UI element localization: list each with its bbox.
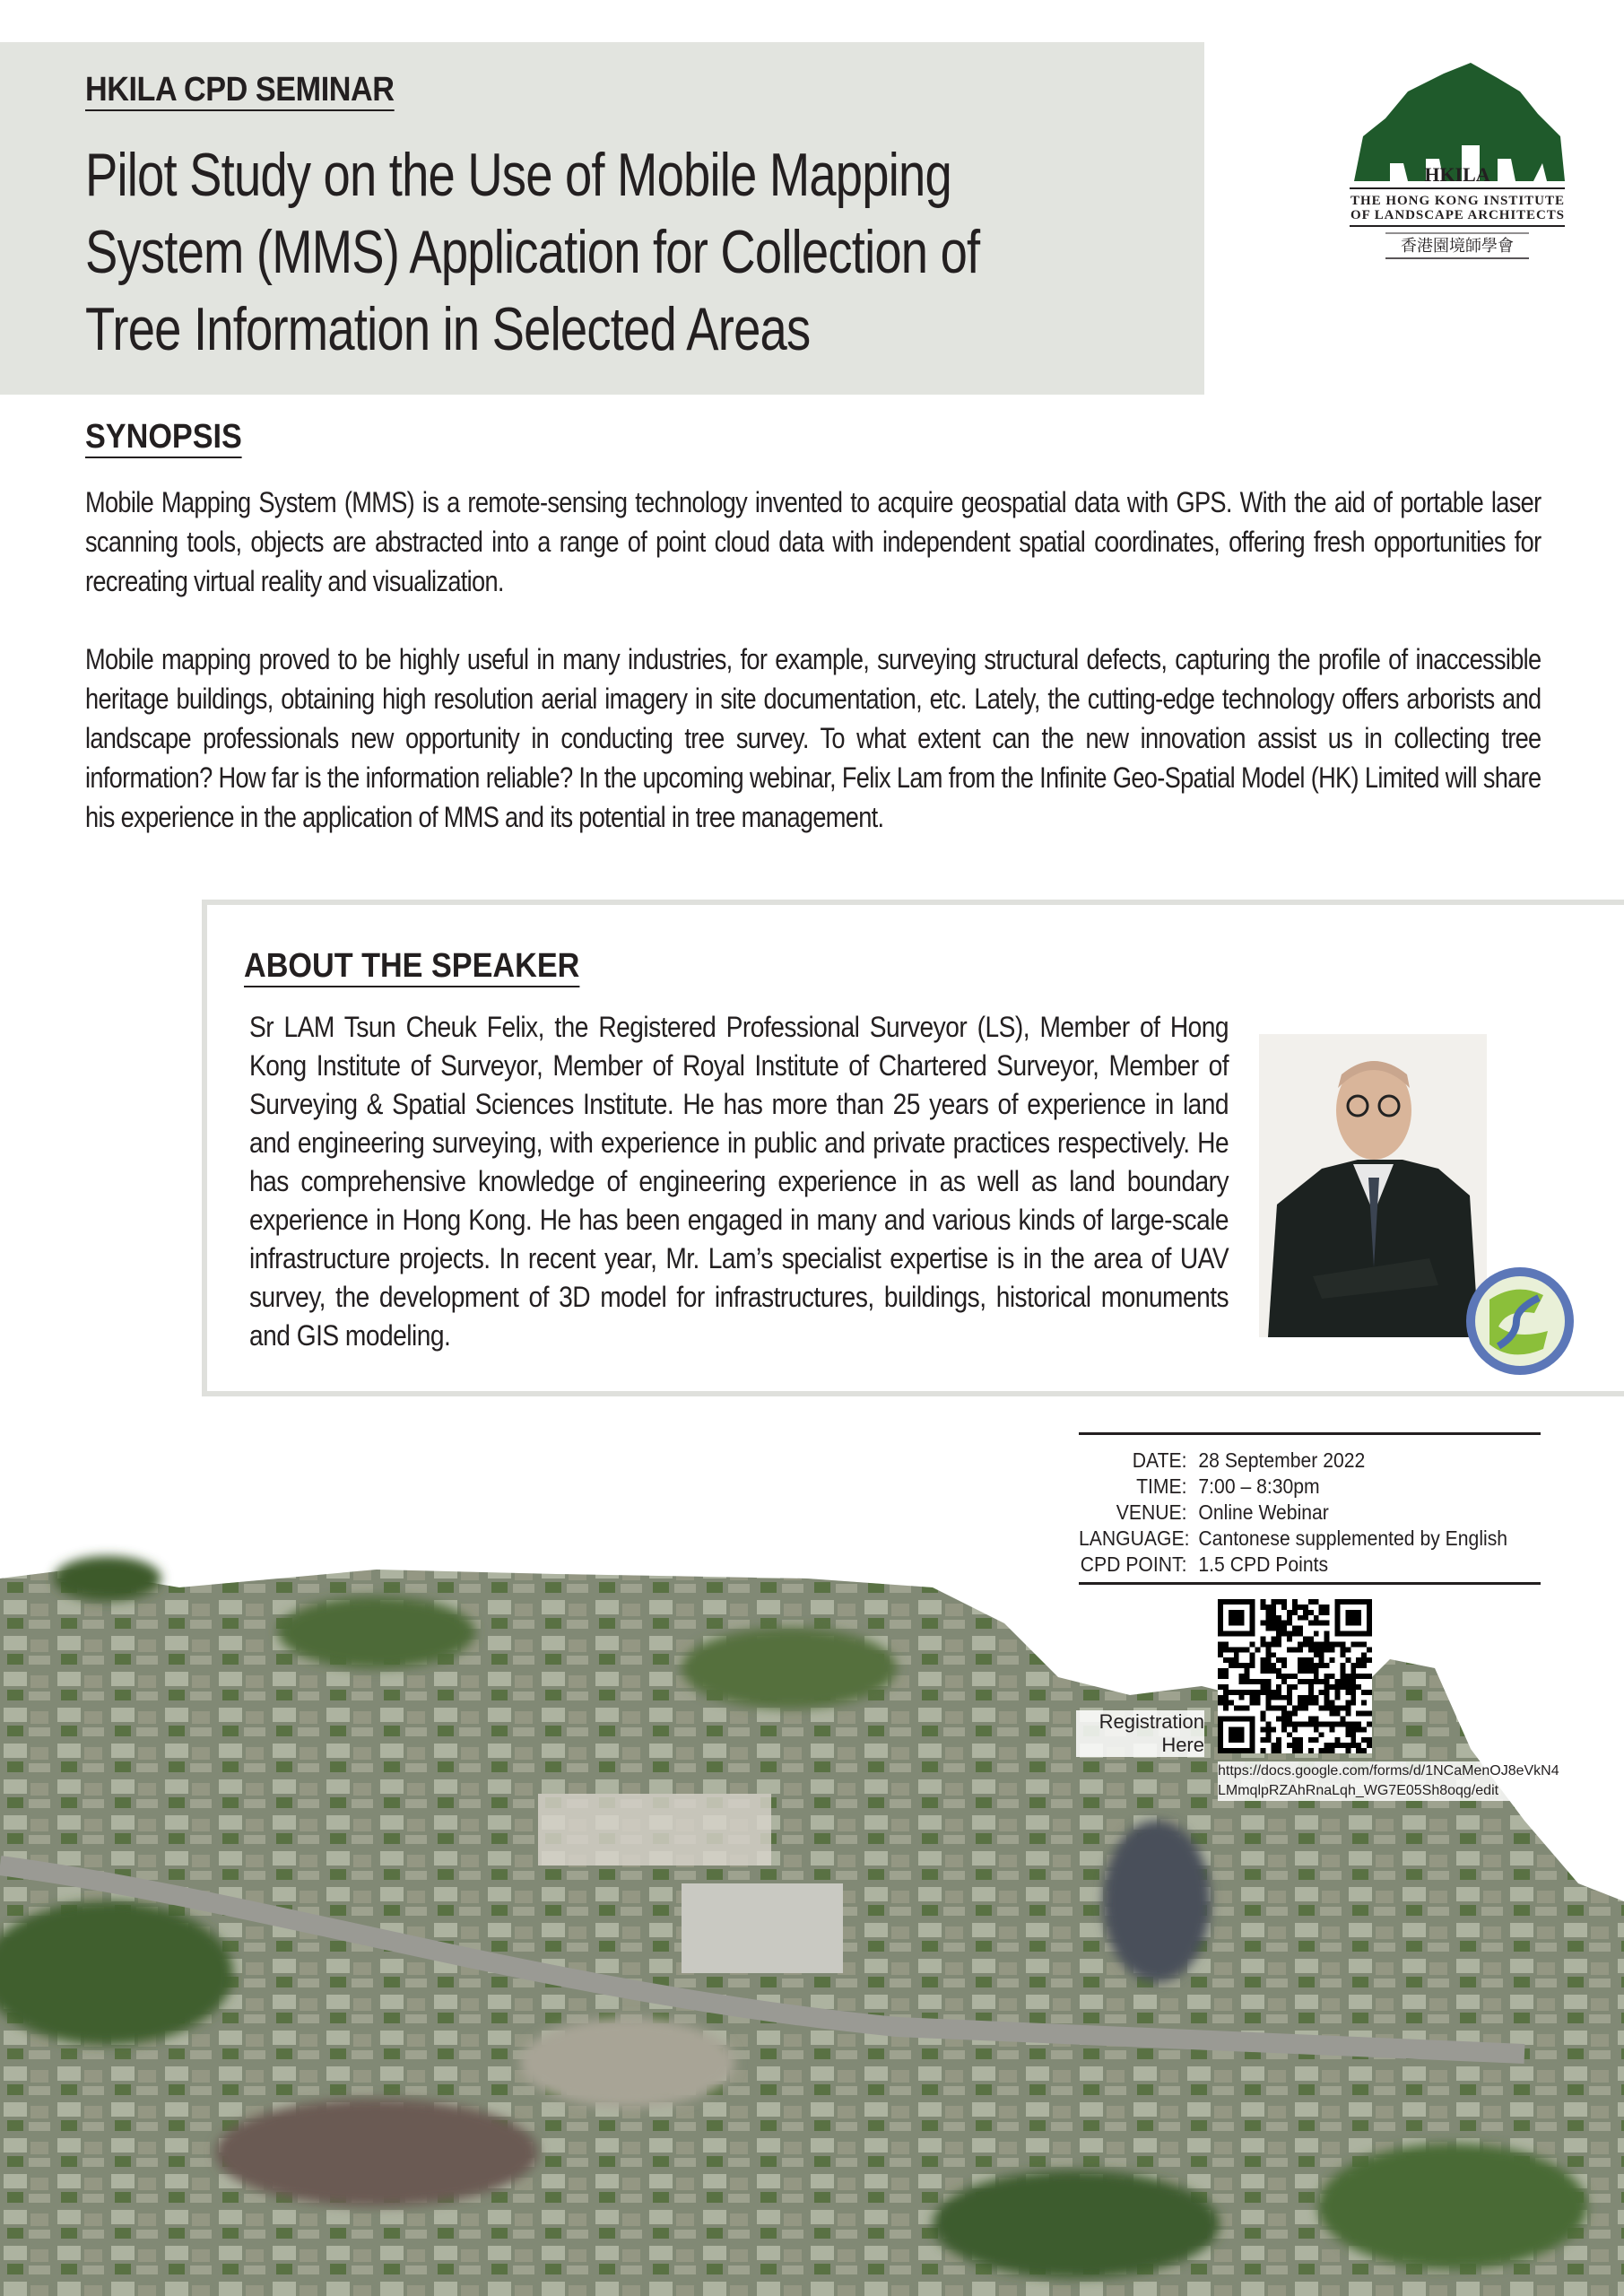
logo-chinese: 香港園境師學會 (1401, 237, 1514, 256)
url-line: https://docs.google.com/forms/d/1NCaMenOJ8eVkN4 (1218, 1763, 1559, 1779)
logo-name-2: OF LANDSCAPE ARCHITECTS (1350, 208, 1564, 222)
detail-value: Cantonese supplemented by English (1198, 1526, 1508, 1550)
detail-value: 28 September 2022 (1198, 1448, 1366, 1472)
speaker-box (202, 900, 1624, 1396)
detail-row-cpd (1079, 1552, 1504, 1578)
event-details (1079, 1432, 1541, 1585)
detail-label: DATE: (1132, 1448, 1187, 1472)
logo-abbr: HKILA (1424, 163, 1490, 186)
title-line: Pilot Study on the Use of Mobile Mapping (85, 141, 951, 209)
company-globe-logo (1463, 1264, 1577, 1378)
page-title (85, 136, 979, 368)
registration-label-line: Here (1161, 1734, 1204, 1756)
hkila-logo (1345, 56, 1569, 271)
detail-row-venue (1079, 1500, 1504, 1526)
seminar-kicker: HKILA CPD SEMINAR (85, 70, 394, 111)
detail-value: 1.5 CPD Points (1198, 1552, 1329, 1576)
synopsis-paragraph-2: Mobile mapping proved to be highly useful in many industries, for example, surveying structural defects, capturing the profile of inaccessible heritage buildings, obtaining high resolution aerial imagery in site documentation, etc. Lately, the cutting-edge technology offers arborists and landscape professionals new opportunity in conducting tree survey. To what extent can the new innovation assist us in collecting tree information? How far is the information reliable? In the upcoming webinar, Felix Lam from the Infinite Geo-Spatial Model (HK) Limited will share his experience in the application of MMS and its potential in tree management. (85, 643, 1541, 833)
detail-label: LANGUAGE: (1079, 1526, 1190, 1550)
detail-value: 7:00 – 8:30pm (1198, 1474, 1320, 1498)
detail-row-language (1079, 1526, 1508, 1552)
speaker-bio: Sr LAM Tsun Cheuk Felix, the Registered Professional Surveyor (LS), Member of Hong Kong Institute of Surveyor, Member of Royal Institute of Chartered Surveyor, Member of Surveying & Spatial Sciences Institute. He has more than 25 years of experience in land and engineering surveying, with experience in public and private practices respectively. He has comprehensive knowledge of engineering experience in as well as land boundary experience in Hong Kong. He has been engaged in many and various kinds of large-scale infrastructure projects. In recent year, Mr. Lam’s specialist expertise is in the area of UAV survey, the development of 3D model for infrastructures, buildings, historical monuments and GIS modeling. (249, 1011, 1229, 1352)
synopsis-heading: SYNOPSIS (85, 417, 242, 458)
detail-row-date (1079, 1448, 1504, 1474)
registration-label (1076, 1710, 1204, 1757)
speaker-photo (1259, 1034, 1487, 1337)
url-line: LMmqlpRZAhRnaLqh_WG7E05Sh8oqg/edit (1218, 1783, 1499, 1798)
registration-url-link[interactable] (1218, 1761, 1612, 1801)
title-line: System (MMS) Application for Collection of (85, 218, 980, 286)
detail-row-time (1079, 1474, 1504, 1500)
detail-label: TIME: (1136, 1474, 1187, 1498)
synopsis-paragraph-1: Mobile Mapping System (MMS) is a remote-sensing technology invented to acquire geospatial data with GPS. With the aid of portable laser scanning tools, objects are abstracted into a range of point cloud data with independent spatial coordinates, offering fresh opportunities for recreating virtual reality and visualization. (85, 486, 1541, 597)
logo-name-1: THE HONG KONG INSTITUTE (1350, 194, 1564, 208)
registration-qr-code[interactable] (1218, 1599, 1372, 1753)
detail-label: VENUE: (1116, 1500, 1187, 1524)
title-line: Tree Information in Selected Areas (85, 295, 811, 363)
detail-label: CPD POINT: (1080, 1552, 1187, 1576)
detail-value: Online Webinar (1198, 1500, 1329, 1524)
speaker-heading: ABOUT THE SPEAKER (244, 946, 579, 987)
registration-label-line: Registration (1099, 1710, 1204, 1733)
aerial-point-cloud-image (0, 1525, 1624, 2296)
